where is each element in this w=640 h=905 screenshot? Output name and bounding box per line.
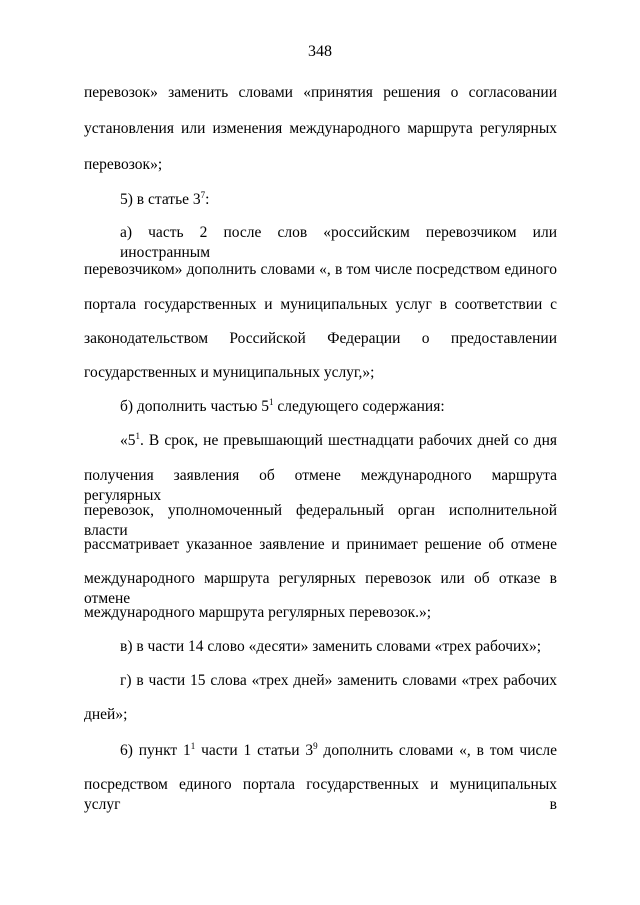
text-line: перевозок» заменить словами «принятия решения о согласовании xyxy=(84,84,557,101)
text-line: перевозок»; xyxy=(84,156,163,173)
text-line: перевозчиком» дополнить словами «, в том числе посредством единого xyxy=(84,261,557,278)
text-line: государственных и муниципальных услуг,»; xyxy=(84,364,375,381)
text-line: законодательством Российской Федерации о предоставлении xyxy=(84,330,557,347)
text-line: «$5^1$. В срок, не превышающий шестнадцати рабочих дней со дня xyxy=(120,431,557,449)
paragraph-part-5-1: б) дополнить частью $5^1$ следующего содержания: xyxy=(120,397,445,415)
text-line: 6) пункт $1^1$ части 1 статьи $3^9$ дополнить словами «, в том числе xyxy=(120,741,557,759)
text-line: г) в части 15 слова «трех дней» заменить словами «трех рабочих xyxy=(120,672,557,689)
paragraph-part-14: в) в части 14 слово «десяти» заменить словами «трех рабочих»; xyxy=(120,638,542,655)
text-line: посредством единого портала государственных и муниципальных услуг в xyxy=(84,776,557,813)
page-number: 348 xyxy=(308,43,332,60)
text-line: перевозок, уполномоченный федеральный орган исполнительной власти xyxy=(84,502,557,539)
text-line: международного маршрута регулярных перевозок.»; xyxy=(84,604,432,621)
text-line: дней»; xyxy=(84,706,128,723)
text-line: а) часть 2 после слов «российским перевозчиком или иностранным xyxy=(120,224,557,261)
text-line: установления или изменения международного маршрута регулярных xyxy=(84,120,557,137)
text-line: рассматривает указанное заявление и принимает решение об отмене xyxy=(84,536,557,553)
text-line: портала государственных и муниципальных услуг в соответствии с xyxy=(84,296,557,313)
text-line: получения заявления об отмене международного маршрута регулярных xyxy=(84,467,557,504)
paragraph-article-3-7: 5) в статье $3^7$: xyxy=(120,190,210,208)
text-line: международного маршрута регулярных перевозок или об отказе в отмене xyxy=(84,570,557,607)
